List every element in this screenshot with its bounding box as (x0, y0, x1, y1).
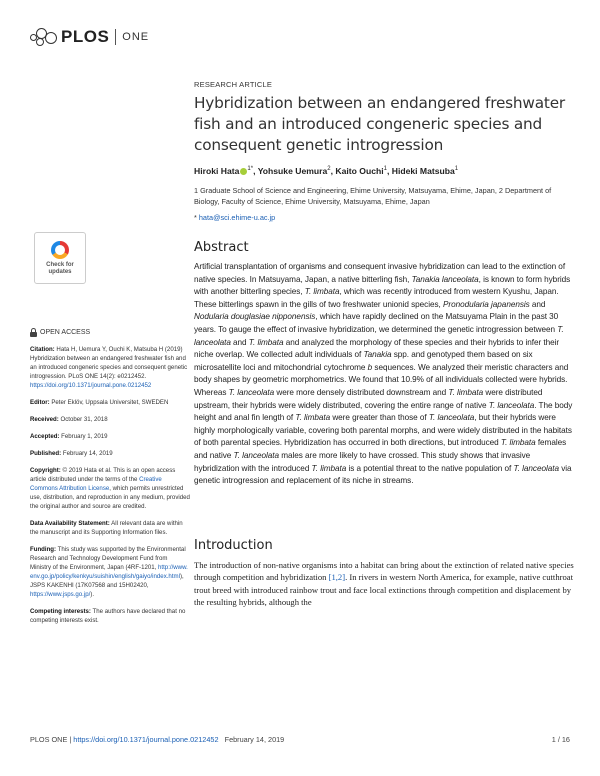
funding-link-jsps[interactable]: https://www.jsps.go.jp/ (30, 591, 91, 598)
open-lock-icon (30, 328, 37, 337)
sidebar (30, 232, 190, 633)
logo-divider (115, 29, 116, 45)
plos-logo-icon (30, 26, 58, 48)
citation: Citation: Hata H, Uemura Y, Ouchi K, Matsuba H (2019) Hybridization between an endangered freshwater fish and an introduced congeneric species and consequent genetic introgression. PLoS ONE 14(2): e0212452. https://doi.org/10.1371/journal.pone.0212452 (30, 346, 188, 389)
author-list: Hiroki Hata $^{1*}$, Yohsuke Uemura$^2$, Kaito Ouchi$^1$, Hideki Matsuba$^1$ (194, 166, 459, 176)
license-link[interactable]: Creative Commons Attribution License (30, 476, 162, 492)
introduction-heading: Introduction (194, 537, 273, 553)
published-date: Published: February 14, 2019 (30, 450, 113, 457)
reference-link[interactable]: [1,2] (328, 572, 346, 583)
corresponding-mark: * (250, 166, 254, 173)
open-access-badge (30, 328, 190, 337)
check-for-updates-label: Check for updates (46, 261, 74, 275)
crossmark-icon (51, 241, 69, 259)
plos-logo[interactable] (30, 26, 149, 48)
journal-name: ONE (122, 31, 150, 43)
author-name[interactable]: Kaito Ouchi (335, 166, 384, 176)
footer-date: February 14, 2019 (224, 735, 285, 744)
abstract-text: Artificial transplantation of organisms and consequent invasive hybridization can lead to the extinction of native species. In Matsuyama, Japan, a native bitterling fish, Tanakia lanceolata, is known to form hybrids with another bitterling species, T. limbata, which was recently introduced from western Kyushu, Japan. These bitterlings spawn in the gills of two freshwater unionid species, Pronodularia japanensis and Nodularia douglasiae nipponensis, which have rapidly declined on the Matsuyama Plain in the past 30 years. To gauge the effect of invasive hybridization, we determined the genetic introgression between T. lanceolata and T. limbata and analyzed the morphology of these species and their hybrids to infer their niche overlap. We collected adult individuals of Tanakia spp. and genotyped them based on six microsatellite loci and mitochondrial cytochrome b sequences. We analyzed their meristic characters and body shapes by geometric morphometrics. We found that 10.9% of all individuals collected were hybrids. Whereas T. lanceolata were more densely distributed downstream and T. limbata were distributed upstream, their hybrids were widely distributed, covering the entire range of native T. lanceolata. The body height and anal fin length of T. limbata were greater than those of T. lanceolata, but their hybrids were highly morphologically variable, covering both parental morphs, and were widely distributed in the habitats of both parental species. Hybridization has occurred in both directions, but introduced T. limbata females and native T. lanceolata males are more likely to have crossed. This study shows that invasive hybridization with the introduced T. limbata is a potential threat to the native population of T. lanceolata via genetic introgression and replacement of its niche in streams. (194, 262, 573, 486)
editor: Editor: Peter Eklöv, Uppsala Universitet, SWEDEN (30, 399, 169, 406)
accepted-date: Accepted: February 1, 2019 (30, 433, 108, 440)
data-availability: Data Availability Statement: All relevant data are within the manuscript and its Supporting Information files. (30, 520, 183, 536)
article-title: Hybridization between an endangered freshwater fish and an introduced congeneric species and consequent genetic introgression (194, 94, 566, 154)
copyright: Copyright: © 2019 Hata et al. This is an open access article distributed under the terms of the Creative Commons Attribution License, which permits unrestricted use, distribution, and reproduction in any medium, provided the original author and source are credited. (30, 467, 190, 510)
author-affil-sup: 1 (247, 166, 251, 173)
citation-doi-link[interactable]: https://doi.org/10.1371/journal.pone.0212452 (30, 382, 152, 389)
main-column (194, 80, 574, 609)
funding: Funding: This study was supported by the Environmental Research and Technology Development Fund from Ministry of the Environment, Japan (4RF-1201, http://www.env.go.jp/policy/kenkyu/suishin/english/gaiyo/index.html), JSPS KAKENHI (17K07568 and 15H02420, https://www.jsps.go.jp/). (30, 546, 188, 598)
article-type: RESEARCH ARTICLE (194, 80, 273, 89)
author-name[interactable]: Hiroki Hata (194, 166, 240, 176)
author-name[interactable]: Yohsuke Uemura (257, 166, 328, 176)
footer-journal: PLOS ONE (30, 735, 68, 744)
footer-separator: | (67, 735, 74, 744)
funding-link-env[interactable]: http://www.env.go.jp/policy/kenkyu/suishin/english/gaiyo/index.html (30, 564, 188, 580)
page-footer (30, 735, 570, 744)
corresponding-email (194, 213, 574, 222)
introduction-text: The introduction of non-native organisms into a habitat can bring about the extinction of related native species through competition and hybridization [1,2]. In rivers in western North America, for example, native cutthroat trout breed with introduced rainbow trout and face local extinctions through competition and displacement by the resulting hybrids, although the (194, 559, 574, 608)
open-access-label: OPEN ACCESS (40, 329, 91, 336)
author-affil-sup: 1 (454, 166, 459, 173)
author-affil-sup: 1 (383, 166, 387, 173)
abstract-heading: Abstract (194, 240, 249, 255)
email-link[interactable]: hata@sci.ehime-u.ac.jp (198, 213, 276, 222)
footer-doi-link[interactable]: https://doi.org/10.1371/journal.pone.0212452 (73, 735, 219, 744)
check-for-updates-button[interactable] (34, 232, 86, 284)
author-affil-sup: 2 (327, 166, 331, 173)
affiliations: 1 Graduate School of Science and Engineering, Ehime University, Matsuyama, Ehime, Japan, 2 Department of Biology, Faculty of Science, Ehime University, Matsuyama, Ehime, Japan (194, 186, 552, 206)
author-name[interactable]: Hideki Matsuba (391, 166, 455, 176)
received-date: Received: October 31, 2018 (30, 416, 108, 423)
brand-name: PLOS (61, 27, 110, 46)
email-prefix: * (194, 213, 199, 222)
competing-interests: Competing interests: The authors have declared that no competing interests exist. (30, 608, 186, 624)
page-number: 1 / 16 (551, 735, 570, 744)
